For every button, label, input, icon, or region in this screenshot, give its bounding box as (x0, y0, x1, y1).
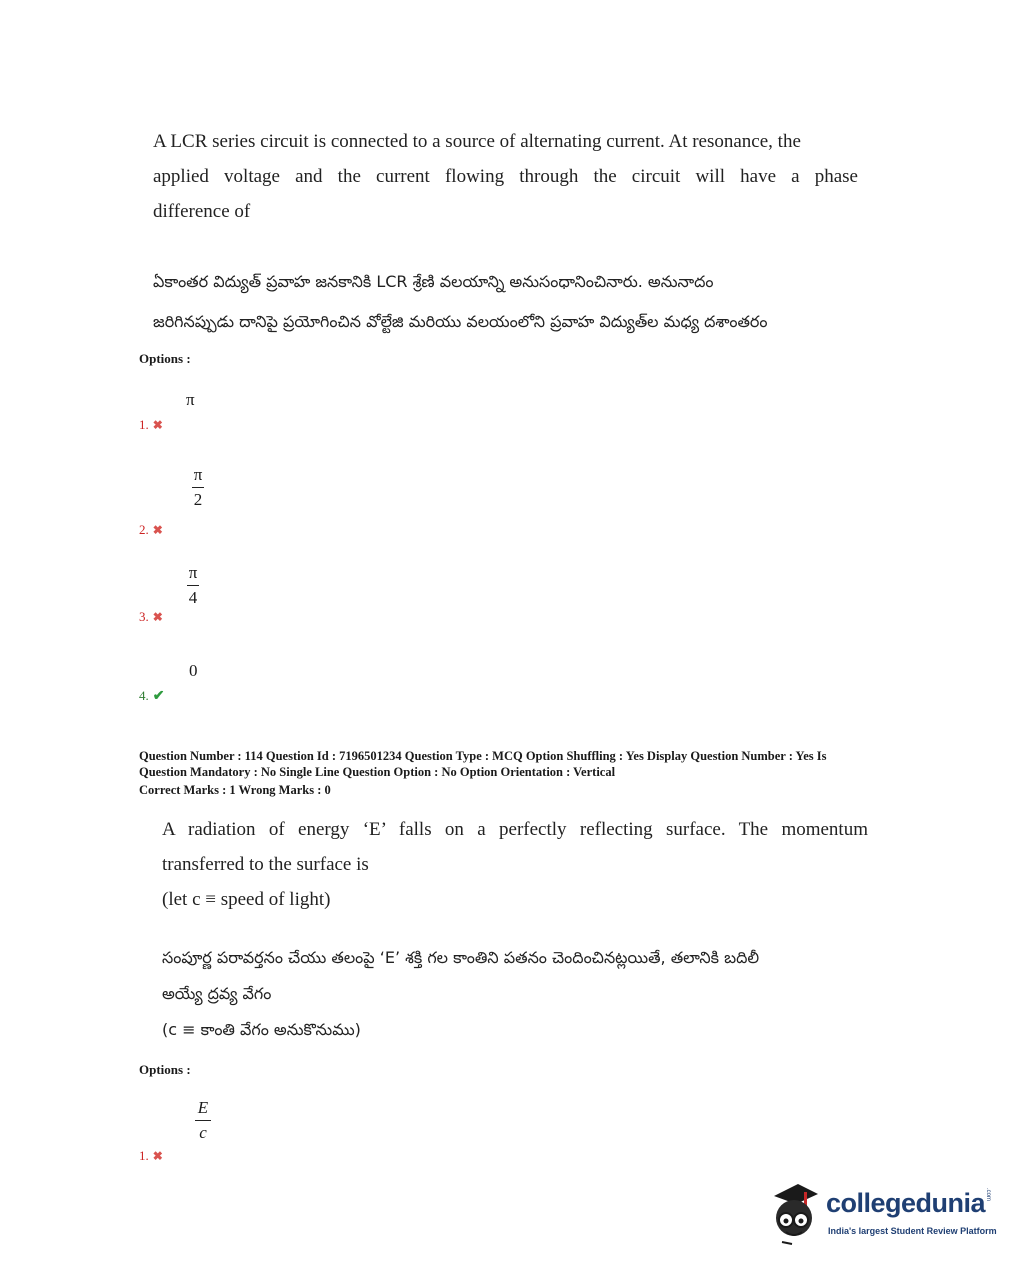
option-1-number: 1. (139, 417, 149, 432)
check-icon: ✔ (152, 689, 165, 704)
question-1-telugu-line-1: ఏకాంతర విద్యుత్ ప్రవాహ జనకానికి LCR శ్రేణి వలయాన్ని అనుసంధానించినారు. అనునాదం (153, 272, 714, 291)
q2-option-1-denominator: c (199, 1123, 207, 1142)
collegedunia-logo[interactable] (768, 1178, 998, 1248)
option-2-number-row[interactable] (139, 521, 163, 539)
cross-icon: ✖ (152, 418, 163, 432)
option-2-denominator: 2 (193, 490, 203, 509)
question-1-line-1: A LCR series circuit is connected to a source of alternating current. At resonance, the (153, 131, 801, 152)
option-3-denominator: 4 (188, 588, 198, 607)
options-label-q1: Options : (139, 351, 191, 366)
cross-icon: ✖ (152, 610, 163, 624)
option-2-number: 2. (139, 522, 149, 537)
cross-icon: ✖ (152, 523, 163, 537)
q2-option-1-number-row[interactable] (139, 1147, 163, 1165)
option-1-number-row[interactable] (139, 416, 163, 434)
question-2-line-3: (let c ≡ speed of light) (162, 889, 331, 910)
option-1-value: π (186, 390, 195, 409)
question-2-line-2: transferred to the surface is (162, 854, 369, 875)
cross-icon: ✖ (152, 1149, 163, 1163)
question-1-telugu-line-2: జరిగినప్పుడు దానిపై ప్రయోగించిన వోల్టేజి మరియు వలయంలోని ప్రవాహ విద్యుత్‌ల మధ్య దశాంతరం (153, 312, 768, 331)
question-1-line-3: difference of (153, 201, 251, 222)
question-1-line-2: applied voltage and the current flowing through the circuit will have a phase (153, 166, 858, 187)
question-2-line-1: A radiation of energy ‘E’ falls on a perfectly reflecting surface. The momentum (162, 819, 868, 840)
options-label-q2: Options : (139, 1062, 191, 1077)
option-4-value: 0 (189, 661, 198, 680)
question-2-text-telugu (162, 940, 868, 1048)
mascot-icon (768, 1178, 826, 1246)
fraction-bar (187, 585, 199, 586)
question-2-meta (139, 748, 919, 798)
question-1-text-english (153, 124, 858, 229)
question-2-telugu-line-1: సంపూర్ణ పరావర్తనం చేయు తలంపై ‘E’ శక్తి గల కాంతిని పతనం చెందించినట్లయితే, తలానికి బదిలీ (162, 948, 760, 967)
option-3-fraction (187, 562, 199, 609)
option-4-number: 4. (139, 688, 149, 703)
option-2-fraction (192, 464, 204, 511)
logo-name: collegedunia (826, 1188, 986, 1218)
option-2-numerator: π (193, 465, 203, 484)
question-meta-line-1: Question Number : 114 Question Id : 7196501234 Question Type : MCQ Option Shuffling : Yes Display Question Number : Yes Is (139, 749, 827, 763)
q2-option-1-fraction (195, 1097, 211, 1144)
question-2-telugu-line-2: అయ్యే ద్రవ్య వేగం (162, 984, 272, 1003)
option-3-numerator: π (188, 563, 198, 582)
question-meta-line-2: Question Mandatory : No Single Line Question Option : No Option Orientation : Vertical (139, 765, 616, 779)
question-1-text-telugu (153, 262, 858, 342)
logo-tagline: India's largest Student Review Platform (828, 1226, 997, 1236)
q2-option-1-numerator: E (197, 1098, 209, 1117)
option-4-number-row[interactable] (139, 687, 164, 705)
logo-superscript: .com (985, 1188, 992, 1202)
question-marks-line: Correct Marks : 1 Wrong Marks : 0 (139, 783, 331, 797)
option-3-number-row[interactable] (139, 608, 163, 626)
fraction-bar (195, 1120, 211, 1121)
question-2-text-english (162, 812, 868, 917)
fraction-bar (192, 487, 204, 488)
question-2-telugu-line-3: (c ≡ కాంతి వేగం అనుకొనుము) (162, 1020, 361, 1039)
option-3-number: 3. (139, 609, 149, 624)
q2-option-1-number: 1. (139, 1148, 149, 1163)
